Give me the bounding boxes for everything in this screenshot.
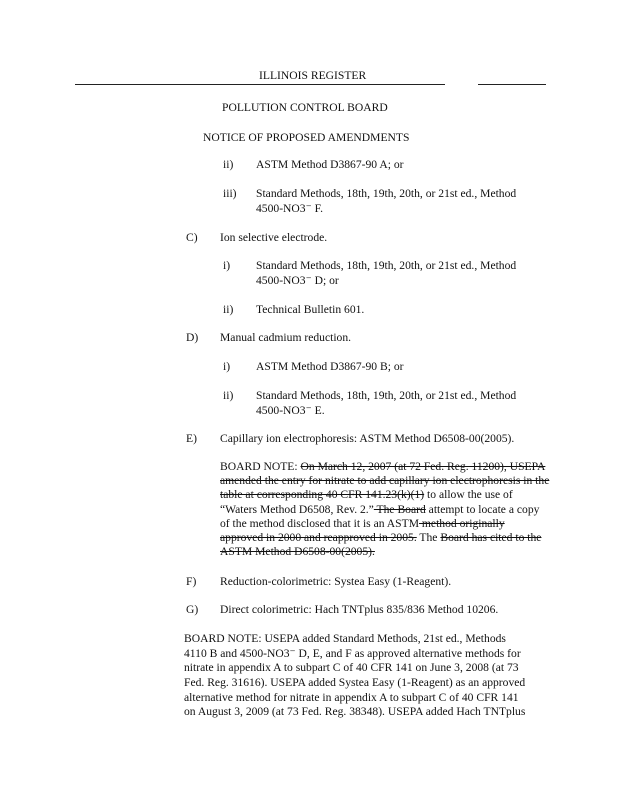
deleted-text: method originally approved in 2000 and reapproved in 2005. bbox=[220, 516, 505, 545]
deleted-text: The Board bbox=[373, 502, 426, 516]
note-label: BOARD NOTE: bbox=[220, 460, 301, 473]
note-text: attempt to locate a copy of the method disclosed that it is an ASTM bbox=[220, 502, 540, 530]
notice-title: NOTICE OF PROPOSED AMENDMENTS bbox=[203, 131, 410, 144]
item-text: Manual cadmium reduction. bbox=[220, 331, 352, 344]
item-marker: D) bbox=[186, 331, 199, 344]
item-marker: iii) bbox=[223, 187, 237, 200]
item-marker: ii) bbox=[223, 158, 234, 171]
header-rule-right bbox=[478, 84, 546, 85]
item-text: Standard Methods, 18th, 19th, 20th, or 21st ed., Method bbox=[256, 259, 517, 272]
item-text: ASTM Method D3867-90 B; or bbox=[256, 360, 404, 373]
item-marker: ii) bbox=[223, 389, 234, 402]
note2-line: on August 3, 2009 (at 73 Fed. Reg. 38348). USEPA added Hach TNTplus bbox=[184, 705, 526, 718]
item-text: Standard Methods, 18th, 19th, 20th, or 21st ed., Method bbox=[256, 187, 517, 200]
board-title: POLLUTION CONTROL BOARD bbox=[222, 101, 388, 114]
item-text: 4500-NO3⁻ F. bbox=[256, 202, 324, 215]
item-text: ASTM Method D3867-90 A; or bbox=[256, 158, 404, 171]
item-marker: C) bbox=[186, 231, 198, 244]
item-text: 4500-NO3⁻ D; or bbox=[256, 274, 339, 287]
note2-line: Fed. Reg. 31616). USEPA added Systea Easy (1-Reagent) as an approved bbox=[184, 676, 526, 689]
item-marker: i) bbox=[223, 259, 231, 272]
note2-line: alternative method for nitrate in appendix A to subpart C of 40 CFR 141 bbox=[184, 691, 519, 704]
item-text: Technical Bulletin 601. bbox=[256, 303, 365, 316]
note2-line: 4110 B and 4500-NO3⁻ D, E, and F as approved alternative methods for bbox=[184, 647, 521, 660]
item-text: Reduction-colorimetric: Systea Easy (1-Reagent). bbox=[220, 575, 452, 588]
note2-line: nitrate in appendix A to subpart C of 40 CFR 141 on June 3, 2008 (at 73 bbox=[184, 661, 519, 674]
item-marker: G) bbox=[186, 603, 199, 616]
board-note-1 bbox=[220, 460, 550, 559]
item-text: 4500-NO3⁻ E. bbox=[256, 404, 325, 417]
header-rule-left bbox=[75, 84, 445, 85]
item-text: Capillary ion electrophoresis: ASTM Method D6508-00(2005). bbox=[220, 432, 515, 445]
item-text: Ion selective electrode. bbox=[220, 231, 328, 244]
item-marker: i) bbox=[223, 360, 231, 373]
deleted-text: Board has cited to the ASTM Method D6508-00(2005). bbox=[220, 531, 542, 559]
item-text: Direct colorimetric: Hach TNTplus 835/836 Method 10206. bbox=[220, 603, 499, 616]
item-marker: ii) bbox=[223, 303, 234, 316]
item-marker: E) bbox=[186, 432, 197, 445]
item-marker: F) bbox=[186, 575, 197, 588]
note2-line: BOARD NOTE: USEPA added Standard Methods, 21st ed., Methods bbox=[184, 632, 506, 645]
deleted-text: On March 12, 2007 (at 72 Fed. Reg. 11200), USEPA amended the entry for nitrate to add capillary ion electrophoresis in the table at corresponding 40 CFR 141.23(k)(1) bbox=[220, 460, 550, 502]
note-text: The bbox=[416, 531, 441, 545]
inserted-text: to allow the use of “Waters Method D6508, Rev. 2.” bbox=[220, 488, 513, 516]
item-text: Standard Methods, 18th, 19th, 20th, or 21st ed., Method bbox=[256, 389, 517, 402]
register-title: ILLINOIS REGISTER bbox=[259, 69, 367, 82]
